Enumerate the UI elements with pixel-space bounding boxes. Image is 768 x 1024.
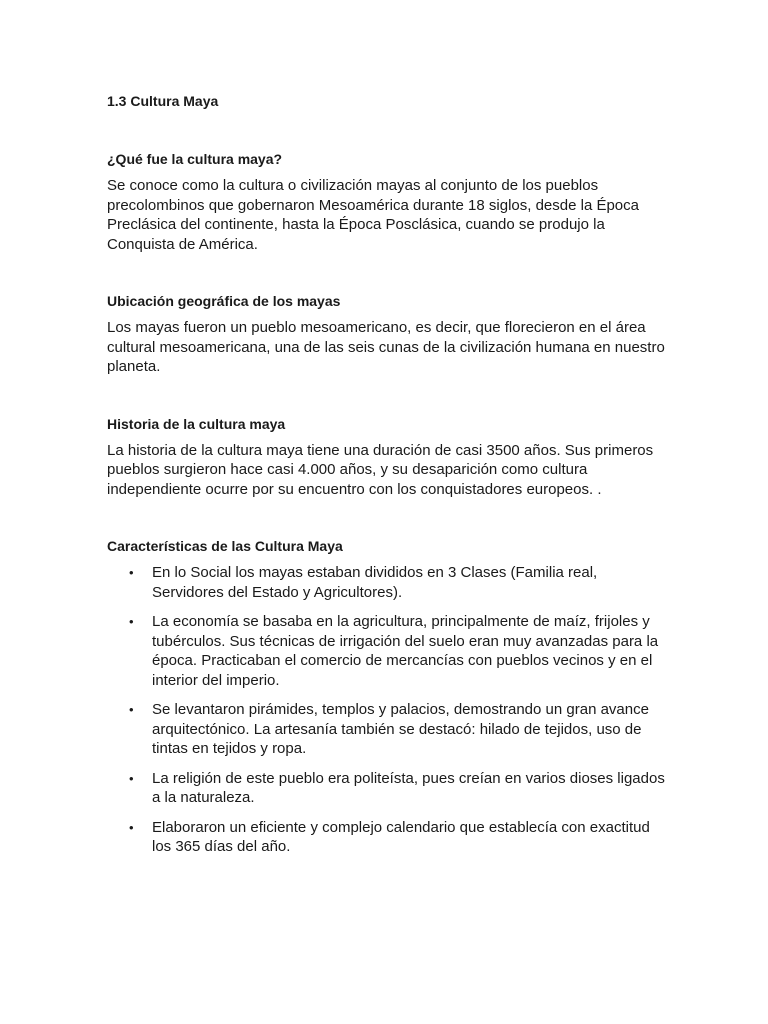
list-item (107, 769, 668, 808)
bullet-icon: • (129, 819, 134, 835)
characteristics-list (107, 563, 668, 857)
list-item (107, 818, 668, 857)
bullet-icon: • (129, 702, 134, 717)
section-paragraph: Los mayas fueron un pueblo mesoamericano, es decir, que florecieron en el área cultural mesoamericana, una de las seis cunas de la civilización humana en nuestro planeta. (107, 319, 665, 375)
list-item-text: En lo Social los mayas estaban divididos en 3 Clases (Familia real, Servidores del Estado y Agricultores). (152, 564, 598, 601)
section-heading: ¿Qué fue la cultura maya? (107, 151, 283, 167)
bullet-icon: • (129, 770, 134, 786)
list-item-text: La economía se basaba en la agricultura, principalmente de maíz, frijoles y tubérculos. Sus técnicas de irrigación del suelo eran muy avanzadas para la época. Practicaban el comercio de mercancías con pueblos vecinos y en el interior del imperio. (152, 613, 659, 689)
bullet-icon: • (129, 614, 134, 629)
list-item (107, 612, 668, 690)
section-paragraph: Se conoce como la cultura o civilización mayas al conjunto de los pueblos precolombinos que gobernaron Mesoamérica durante 18 siglos, desde la Época Preclásica del continente, hasta la Época Posclásica, cuando se produjo la Conquista de América. (107, 177, 639, 253)
section-historia (107, 415, 668, 500)
section-ubicacion (107, 292, 668, 377)
section-heading: Ubicación geográfica de los mayas (107, 293, 341, 309)
list-item (107, 563, 668, 602)
section-heading: Características de las Cultura Maya (107, 538, 343, 554)
list-item-text: La religión de este pueblo era politeísta, pues creían en varios dioses ligados a la naturaleza. (152, 769, 665, 806)
list-item-text: Elaboraron un eficiente y complejo calendario que establecía con exactitud los 365 días del año. (152, 818, 650, 855)
document-title: 1.3 Cultura Maya (107, 93, 219, 109)
list-item (107, 700, 668, 759)
section-heading: Historia de la cultura maya (107, 415, 286, 432)
section-paragraph: La historia de la cultura maya tiene una duración de casi 3500 años. Sus primeros pueblos surgieron hace casi 4.000 años, y su desaparición como cultura independiente ocurre por su encuentro con los conquistadores europeos. . (107, 441, 654, 498)
section-caracteristicas (107, 537, 668, 857)
bullet-icon: • (129, 565, 134, 580)
section-que-fue (107, 150, 668, 254)
list-item-text: Se levantaron pirámides, templos y palacios, demostrando un gran avance arquitectónico. La artesanía también se destacó: hilado de tejidos, uso de tintas en tejidos y ropa. (152, 701, 649, 757)
